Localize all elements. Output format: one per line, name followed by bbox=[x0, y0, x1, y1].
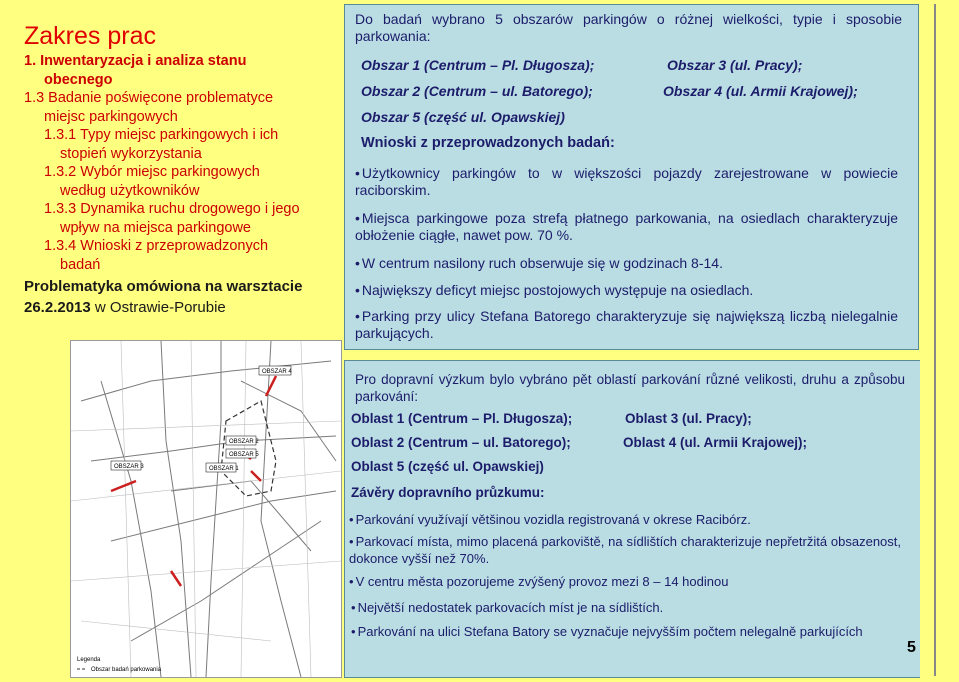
toc-item-1-3-1: 1.3.1 Typy miejsc parkingowych i ich stopień wykorzystania bbox=[44, 127, 279, 162]
czech-summary-box bbox=[344, 360, 922, 678]
toc-item-1-3-4: 1.3.4 Wnioski z przeprowadzonych badań bbox=[44, 238, 269, 273]
cz-conclusions-header: Závěry dopravního průzkumu: bbox=[351, 485, 545, 500]
cz-bullet-2: • Parkovací místa, mimo placená parkoviště, na sídlištích charakterizuje nepřetržitá obsazenost, dokonce vyšší než 70%. bbox=[349, 533, 901, 567]
pl-area-4: Obszar 4 (ul. Armii Krajowej); bbox=[663, 83, 858, 99]
map-label-obszar-5: OBSZAR 5 bbox=[229, 452, 259, 458]
cz-area-4: Oblast 4 (ul. Armii Krajowej); bbox=[623, 435, 808, 450]
workshop-note: Problematyka omówiona na warsztacie bbox=[24, 278, 303, 295]
pl-area-2: Obszar 2 (Centrum – ul. Batorego); bbox=[361, 83, 593, 99]
slide-title: Zakres prac bbox=[24, 22, 156, 50]
map-legend-item: Obszar badań parkowania bbox=[91, 667, 162, 673]
pl-bullet-1: • Użytkownicy parkingów to w większości pojazdy zarejestrowane w powiecie raciborskim. bbox=[355, 165, 898, 199]
cz-bullet-4: • Největší nedostatek parkovacích míst je na sídlištích. bbox=[351, 599, 901, 616]
cz-bullet-1: • Parkování využívají většinou vozidla registrovaná v okrese Racibórz. bbox=[349, 511, 901, 528]
map-label-obszar-3: OBSZAR 3 bbox=[114, 464, 144, 470]
cz-area-1: Oblast 1 (Centrum – Pl. Długosza); bbox=[351, 411, 573, 426]
map-label-obszar-1: OBSZAR 1 bbox=[209, 466, 239, 472]
cz-intro: Pro dopravní výzkum bylo vybráno pět oblastí parkování různé velikosti, druhu a způsobu parkování: bbox=[355, 372, 905, 404]
map-drawing bbox=[71, 341, 341, 677]
cz-bullet-3: • V centru města pozorujeme zvýšený provoz mezi 8 – 14 hodinou bbox=[349, 573, 901, 590]
map-label-obszar-4: OBSZAR 4 bbox=[262, 369, 292, 375]
pl-area-5: Obszar 5 (część ul. Opawskiej) bbox=[361, 109, 565, 125]
pl-bullet-5: • Parking przy ulicy Stefana Batorego charakteryzuje się największą liczbą nielegalnie parkujących. bbox=[355, 308, 898, 342]
pl-bullet-2: • Miejsca parkingowe poza strefą płatnego parkowania, na osiedlach charakteryzuje obłożenie ciągłe, nawet pow. 70 %. bbox=[355, 210, 898, 244]
cz-area-3: Oblast 3 (ul. Pracy); bbox=[625, 411, 752, 426]
pl-conclusions-header: Wnioski z przeprowadzonych badań: bbox=[361, 135, 615, 151]
workshop-date: 26.2.2013 w Ostrawie-Porubie bbox=[24, 298, 226, 316]
toc-item-1-3: 1.3 Badanie poświęcone problematyce miejsc parkingowych bbox=[24, 90, 274, 125]
pl-bullet-3: • W centrum nasilony ruch obserwuje się w godzinach 8-14. bbox=[355, 255, 898, 272]
toc-item-1: 1. Inwentaryzacja i analiza stanu obecnego bbox=[24, 53, 247, 88]
pl-area-3: Obszar 3 (ul. Pracy); bbox=[667, 57, 803, 73]
right-margin bbox=[920, 4, 959, 680]
cz-area-2: Oblast 2 (Centrum – ul. Batorego); bbox=[351, 435, 571, 450]
toc-item-1-3-2: 1.3.2 Wybór miejsc parkingowych według użytkowników bbox=[44, 164, 260, 199]
cz-bullet-5: • Parkování na ulici Stefana Batory se vyznačuje nejvyšším počtem nelegalně parkujících bbox=[351, 623, 901, 640]
page-number: 5 bbox=[907, 639, 916, 656]
pl-area-1: Obszar 1 (Centrum – Pl. Długosza); bbox=[361, 57, 595, 73]
table-of-contents bbox=[24, 52, 334, 317]
map-legend-title: Legenda bbox=[77, 657, 101, 663]
parking-area-map bbox=[70, 340, 342, 678]
slide-frame-line bbox=[934, 4, 936, 676]
left-panel bbox=[0, 0, 340, 346]
pl-bullet-4: • Największy deficyt miejsc postojowych występuje na osiedlach. bbox=[355, 282, 898, 299]
map-label-obszar-2: OBSZAR 2 bbox=[229, 439, 259, 445]
polish-summary-box bbox=[344, 4, 919, 350]
pl-intro: Do badań wybrano 5 obszarów parkingów o różnej wielkości, typie i sposobie parkowania: bbox=[355, 11, 902, 44]
toc-item-1-3-3: 1.3.3 Dynamika ruchu drogowego i jego wpływ na miejsca parkingowe bbox=[44, 201, 300, 236]
cz-area-5: Oblast 5 (część ul. Opawskiej) bbox=[351, 459, 544, 474]
